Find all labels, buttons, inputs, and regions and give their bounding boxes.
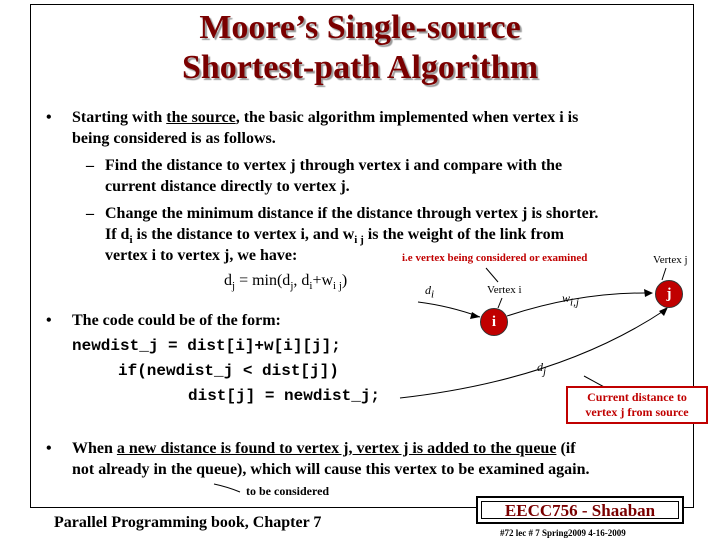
subbullet-2-line1: Change the minimum distance if the distance through vertex j is shorter. (105, 205, 599, 222)
subbullet-2-line2: If $d_i$ is the distance to vertex i, and $w_{i j}$ is the weight of the link from (105, 226, 564, 247)
slide-title-line2: Shortest-path Algorithm (181, 49, 539, 86)
bullet-marker: • (46, 440, 52, 457)
node-j: j (655, 280, 683, 308)
course-badge-label: EECC756 - Shaaban (481, 501, 679, 519)
edge-di-label: $d_i$ (425, 283, 435, 301)
subbullet-2-line3: vertex i to vertex j, we have: (105, 247, 298, 264)
code-line-2: if(newdist_j < dist[j]) (118, 362, 339, 380)
to-be-considered-note: to be considered (246, 484, 330, 498)
vertex-annotation: i.e vertex being considered or examined (402, 252, 588, 264)
vertex-i-label: Vertex i (487, 284, 522, 296)
slide-title-line1: Moore’s Single-source (199, 9, 521, 46)
code-line-3: dist[j] = newdist_j; (188, 387, 381, 405)
bullet-marker: • (46, 312, 52, 329)
vertex-j-label: Vertex j (653, 254, 688, 266)
subbullet-marker: – (86, 205, 94, 222)
code-line-1: newdist_j = dist[i]+w[i][j]; (72, 337, 341, 355)
bullet-marker: • (46, 109, 52, 126)
bullet-1-line1: Starting with the source, the basic algorithm implemented when vertex i is (72, 109, 579, 126)
course-badge (476, 496, 684, 524)
slide-info: #72 lec # 7 Spring2009 4-16-2009 (500, 528, 626, 538)
bullet-2-text: The code could be of the form: (72, 312, 281, 329)
min-distance-formula: $d_j = \min(d_j$, $d_i+w_{i j}$) (224, 272, 348, 293)
edge-wij-label: $w_{i,j}$ (562, 291, 579, 309)
subbullet-1-line1: Find the distance to vertex j through vertex i and compare with the (105, 157, 563, 174)
subbullet-1-line2: current distance directly to vertex j. (105, 178, 350, 195)
bullet-3-line2: not already in the queue), which will cause this vertex to be examined again. (72, 461, 590, 478)
subbullet-marker: – (86, 157, 94, 174)
bullet-1-line2: being considered is as follows. (72, 130, 276, 147)
current-distance-callout: Current distance to vertex j from source (566, 386, 708, 424)
edge-dj-label: $d_j$ (537, 360, 547, 378)
footer-book-reference: Parallel Programming book, Chapter 7 (54, 514, 322, 531)
bullet-3-line1: When a new distance is found to vertex j, vertex j is added to the queue (if (72, 440, 576, 457)
node-i: i (480, 308, 508, 336)
